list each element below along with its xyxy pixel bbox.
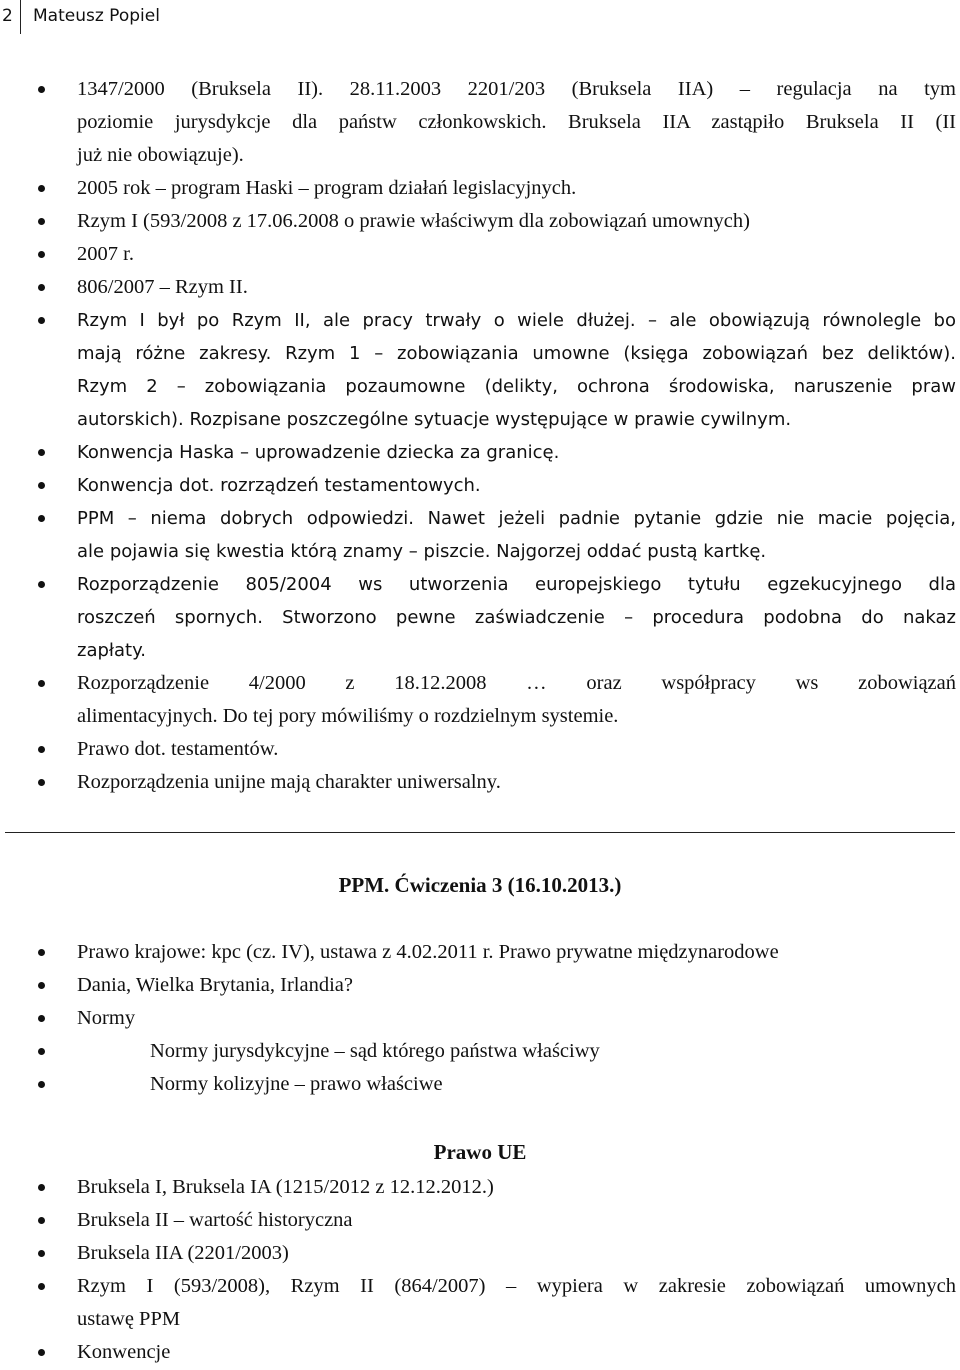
bullet-icon bbox=[38, 449, 45, 456]
list-item bbox=[0, 568, 960, 667]
notes-list-1 bbox=[0, 73, 960, 799]
list-item bbox=[0, 766, 960, 799]
notes-list-2 bbox=[0, 936, 960, 1101]
bullet-icon bbox=[38, 1015, 45, 1022]
item-line: Normy kolizyjne – prawo właściwe bbox=[150, 1073, 443, 1095]
bullet-icon bbox=[38, 1048, 45, 1055]
item-line: PPM – niema dobrych odpowiedzi. Nawet jeżeli padnie pytanie gdzie nie macie pojęcia, bbox=[77, 508, 956, 529]
bullet-icon bbox=[38, 86, 45, 93]
horizontal-rule bbox=[5, 832, 955, 833]
list-item bbox=[0, 1171, 960, 1204]
list-item bbox=[0, 733, 960, 766]
item-line: roszczeń spornych. Stworzono pewne zaświadczenie – procedura podobna do nakaz bbox=[77, 607, 956, 628]
section-title: Prawo UE bbox=[433, 1140, 527, 1164]
list-item bbox=[0, 271, 960, 304]
notes-list-3 bbox=[0, 1171, 960, 1369]
list-item bbox=[0, 436, 960, 469]
item-line: ale pojawia się kwestia którą znamy – piszcie. Najgorzej oddać pustą kartkę. bbox=[77, 541, 767, 562]
item-line: Rzym 2 – zobowiązania pozaumowne (delikty, ochrona środowiska, naruszenie praw bbox=[77, 376, 956, 397]
item-line: 2005 rok – program Haski – program działań legislacyjnych. bbox=[77, 177, 577, 199]
list-item bbox=[0, 1204, 960, 1237]
item-line: 806/2007 – Rzym II. bbox=[77, 276, 248, 298]
bullet-icon bbox=[38, 1283, 45, 1290]
bullet-icon bbox=[38, 1081, 45, 1088]
item-line: Rozporządzenie 805/2004 ws utworzenia europejskiego tytułu egzekucyjnego dla bbox=[77, 574, 956, 595]
list-item bbox=[0, 969, 960, 1002]
item-line: Konwencja Haska – uprowadzenie dziecka za granicę. bbox=[77, 442, 560, 463]
item-line: Rozporządzenia unijne mają charakter uniwersalny. bbox=[77, 771, 501, 793]
item-line: mają różne zakresy. Rzym 1 – zobowiązania umowne (księga zobowiązań bez deliktów). bbox=[77, 343, 956, 364]
bullet-icon bbox=[38, 1349, 45, 1356]
list-item bbox=[0, 73, 960, 172]
item-line: zapłaty. bbox=[77, 640, 146, 661]
bullet-icon bbox=[38, 982, 45, 989]
page-number: 2 bbox=[2, 6, 13, 26]
bullet-icon bbox=[38, 251, 45, 258]
item-line: Konwencja dot. rozrządzeń testamentowych. bbox=[77, 475, 481, 496]
item-line: Prawo krajowe: kpc (cz. IV), ustawa z 4.02.2011 r. Prawo prywatne międzynarodowe bbox=[77, 941, 779, 963]
list-item bbox=[0, 1336, 960, 1369]
list-item bbox=[0, 304, 960, 436]
item-line: Rzym I (593/2008), Rzym II (864/2007) – wypiera w zakresie zobowiązań umownych bbox=[77, 1275, 956, 1297]
item-line: ustawę PPM bbox=[77, 1308, 181, 1330]
list-item bbox=[0, 205, 960, 238]
page-header bbox=[0, 0, 960, 36]
item-line: Normy jurysdykcyjne – sąd którego państwa właściwy bbox=[150, 1040, 600, 1062]
author-name: Mateusz Popiel bbox=[33, 6, 160, 26]
list-item bbox=[0, 1002, 960, 1035]
bullet-icon bbox=[38, 746, 45, 753]
item-line: Konwencje bbox=[77, 1341, 171, 1363]
bullet-icon bbox=[38, 680, 45, 687]
item-line: poziomie jurysdykcje dla państw członkowskich. Bruksela IIA zastąpiło Bruksela II (II bbox=[77, 111, 956, 133]
bullet-icon bbox=[38, 949, 45, 956]
bullet-icon bbox=[38, 1184, 45, 1191]
list-item bbox=[0, 1237, 960, 1270]
header-divider bbox=[20, 0, 21, 34]
item-line: Bruksela I, Bruksela IA (1215/2012 z 12.12.2012.) bbox=[77, 1176, 494, 1198]
section-title: PPM. Ćwiczenia 3 (16.10.2013.) bbox=[338, 873, 622, 897]
list-item bbox=[0, 238, 960, 271]
item-line: Bruksela II – wartość historyczna bbox=[77, 1209, 353, 1231]
list-item bbox=[0, 469, 960, 502]
item-line: Normy bbox=[77, 1007, 136, 1029]
item-line: autorskich). Rozpisane poszczególne sytuacje występujące w prawie cywilnym. bbox=[77, 409, 792, 430]
bullet-icon bbox=[38, 482, 45, 489]
item-line: Prawo dot. testamentów. bbox=[77, 738, 279, 760]
bullet-icon bbox=[38, 779, 45, 786]
item-line: Dania, Wielka Brytania, Irlandia? bbox=[77, 974, 353, 996]
bullet-icon bbox=[38, 218, 45, 225]
item-line: Rozporządzenie 4/2000 z 18.12.2008 … oraz współpracy ws zobowiązań bbox=[77, 672, 956, 694]
item-line: Rzym I był po Rzym II, ale pracy trwały o wiele dłużej. – ale obowiązują równolegle bo bbox=[77, 310, 956, 331]
list-item bbox=[0, 1270, 960, 1336]
list-item bbox=[0, 936, 960, 969]
bullet-icon bbox=[38, 1217, 45, 1224]
bullet-icon bbox=[38, 317, 45, 324]
list-item bbox=[0, 502, 960, 568]
item-line: już nie obowiązuje). bbox=[77, 144, 244, 166]
list-item bbox=[0, 1035, 960, 1068]
item-line: 2007 r. bbox=[77, 243, 134, 265]
list-item bbox=[0, 667, 960, 733]
bullet-icon bbox=[38, 284, 45, 291]
bullet-icon bbox=[38, 1250, 45, 1257]
item-line: Rzym I (593/2008 z 17.06.2008 o prawie właściwym dla zobowiązań umownych) bbox=[77, 210, 750, 232]
item-line: 1347/2000 (Bruksela II). 28.11.2003 2201/203 (Bruksela IIA) – regulacja na tym bbox=[77, 78, 956, 100]
bullet-icon bbox=[38, 185, 45, 192]
bullet-icon bbox=[38, 581, 45, 588]
bullet-icon bbox=[38, 515, 45, 522]
list-item bbox=[0, 172, 960, 205]
list-item bbox=[0, 1068, 960, 1101]
item-line: Bruksela IIA (2201/2003) bbox=[77, 1242, 289, 1264]
item-line: alimentacyjnych. Do tej pory mówiliśmy o rozdzielnym systemie. bbox=[77, 705, 619, 727]
